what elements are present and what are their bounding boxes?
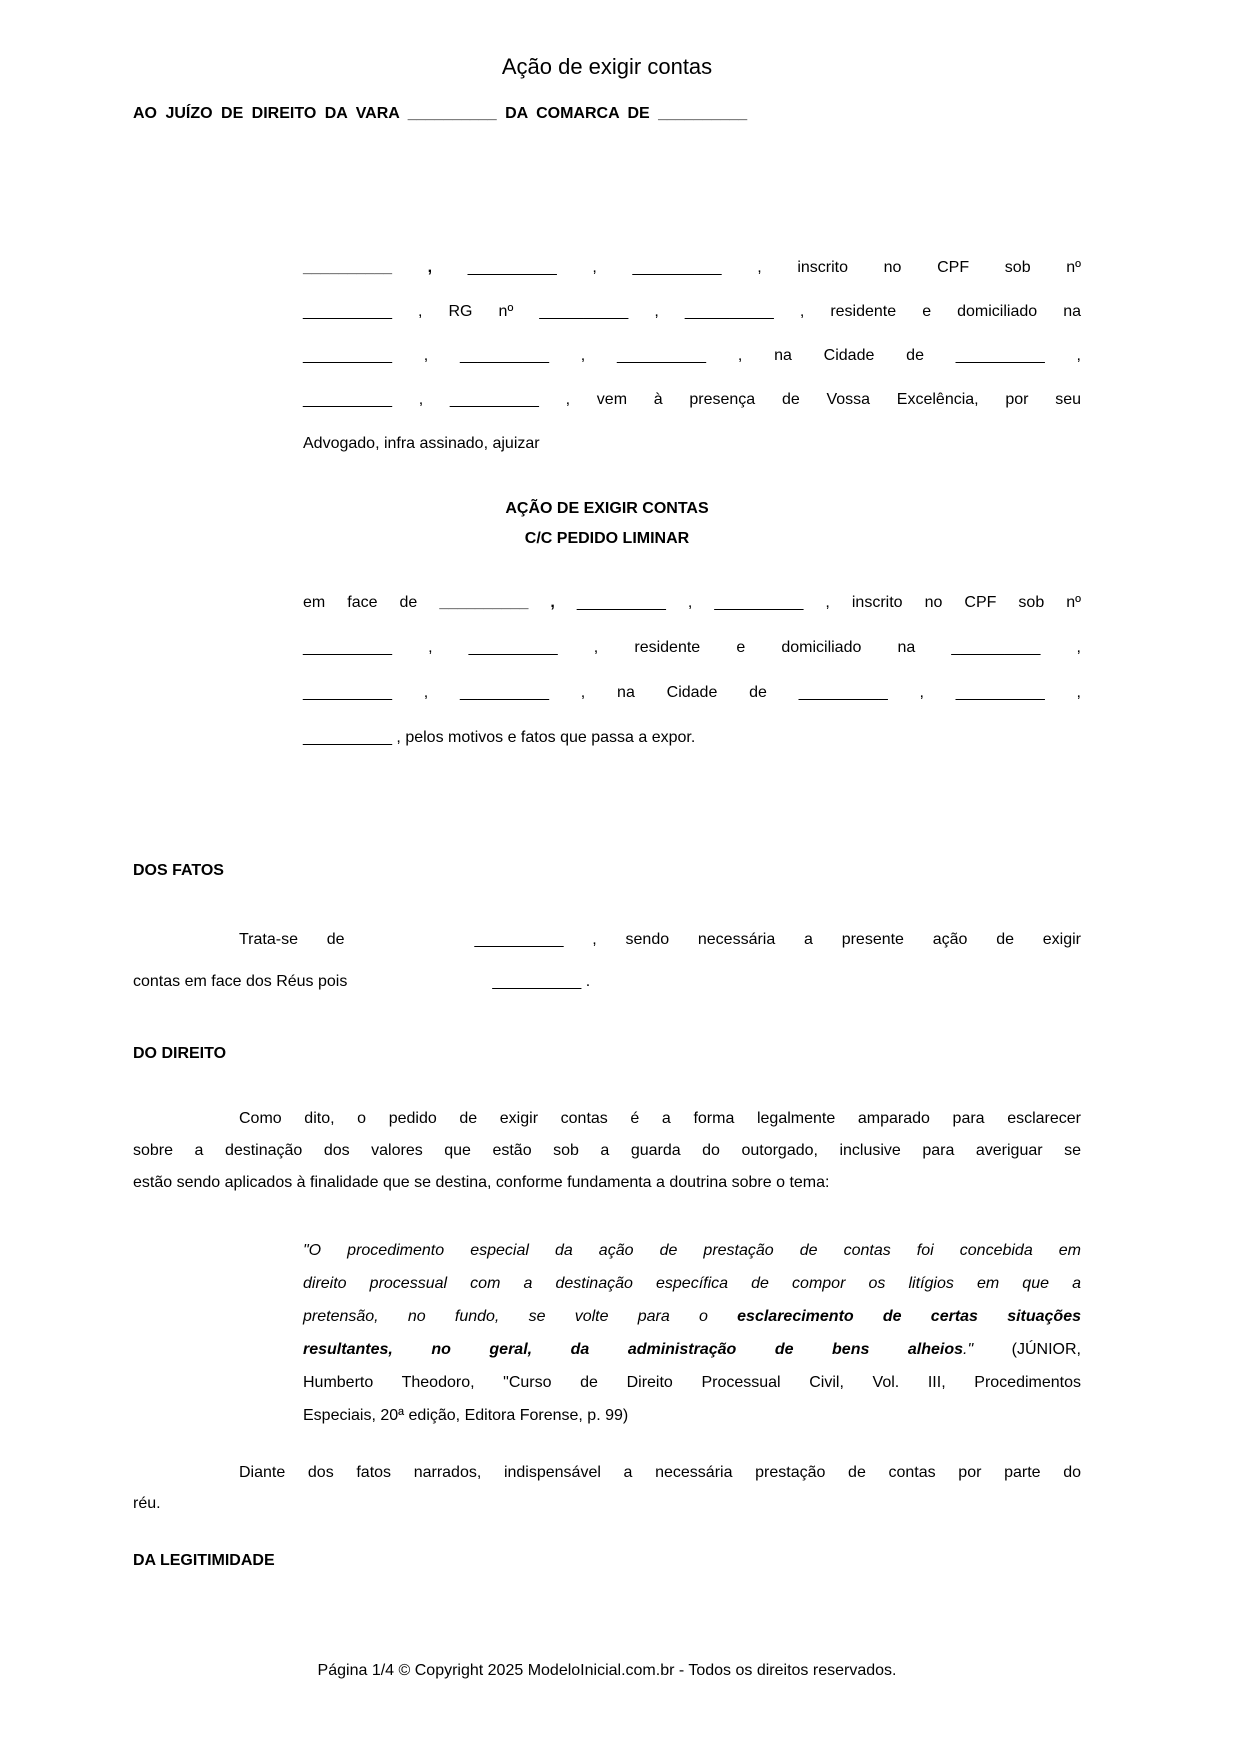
action-title-line1: AÇÃO DE EXIGIR CONTAS — [505, 500, 709, 517]
paragraph-line: contas em face dos Réus pois __________ . — [133, 973, 591, 990]
court-heading: AO JUÍZO DE DIREITO DA VARA __________ DA COMARCA DE __________ — [133, 105, 748, 122]
quote-line: pretensão, no fundo, se volte para o esclarecimento de certas situações — [303, 1308, 1081, 1325]
section-heading-da-legitimidade: DA LEGITIMIDADE — [133, 1552, 275, 1569]
action-title-heading — [133, 494, 1081, 554]
paragraph-line: __________ , __________ , residente e domiciliado na __________ , — [303, 639, 1081, 656]
page-footer: Página 1/4 © Copyright 2025 ModeloInicial.com.br - Todos os direitos reservados. — [317, 1662, 897, 1679]
paragraph-line: Como dito, o pedido de exigir contas é a forma legalmente amparado para esclarecer — [239, 1110, 1081, 1127]
paragraph-line: __________ , __________ , __________ , na Cidade de __________ , — [303, 347, 1081, 364]
paragraph-line: __________ , __________ , vem à presença de Vossa Excelência, por seu — [303, 391, 1081, 408]
conclusion-paragraph — [133, 1457, 1081, 1519]
paragraph-line: sobre a destinação dos valores que estão sob a guarda do outorgado, inclusive para averiguar se — [133, 1142, 1081, 1159]
paragraph-line: réu. — [133, 1495, 161, 1512]
doctrine-quote-block — [303, 1234, 1081, 1432]
section-heading-dos-fatos: DOS FATOS — [133, 862, 224, 879]
do-direito-paragraph — [133, 1103, 1081, 1199]
paragraph-line: Trata-se de __________ , sendo necessária a presente ação de exigir — [239, 931, 1081, 948]
defendant-qualification-paragraph — [303, 580, 1081, 760]
quote-line: Especiais, 20ª edição, Editora Forense, p. 99) — [303, 1407, 629, 1424]
page-title: Ação de exigir contas — [501, 54, 713, 79]
blank-gap — [345, 943, 475, 944]
author-qualification-paragraph — [303, 246, 1081, 466]
quote-line: "O procedimento especial da ação de prestação de contas foi concebida em — [303, 1242, 1081, 1259]
paragraph-line: __________ , __________ , na Cidade de __________ , __________ , — [303, 684, 1081, 701]
defendant-name-blank: __________ , — [439, 594, 555, 611]
dos-fatos-paragraph — [133, 919, 1081, 1003]
action-title-line2: C/C PEDIDO LIMINAR — [524, 530, 690, 547]
quote-line: resultantes, no geral, da administração de bens alheios." (JÚNIOR, — [303, 1341, 1081, 1358]
paragraph-line: Diante dos fatos narrados, indispensável a necessária prestação de contas por parte do — [239, 1464, 1081, 1481]
paragraph-line: em face de __________ , __________ , __________ , inscrito no CPF sob nº — [303, 594, 1082, 611]
paragraph-line: estão sendo aplicados à finalidade que se destina, conforme fundamenta a doutrina sobre o tema: — [133, 1174, 830, 1191]
section-heading-do-direito: DO DIREITO — [133, 1045, 227, 1062]
paragraph-line: Advogado, infra assinado, ajuizar — [303, 435, 540, 452]
author-name-blank: __________ , — [303, 259, 433, 276]
quote-line: Humberto Theodoro, "Curso de Direito Processual Civil, Vol. III, Procedimentos — [303, 1374, 1081, 1391]
paragraph-line: __________ , RG nº __________ , __________ , residente e domiciliado na — [303, 303, 1081, 320]
paragraph-line: __________ , pelos motivos e fatos que passa a expor. — [303, 729, 696, 746]
quote-line: direito processual com a destinação específica de compor os litígios em que a — [303, 1275, 1081, 1292]
blank-gap — [347, 985, 492, 986]
paragraph-line: __________ , __________ , __________ , inscrito no CPF sob nº — [303, 259, 1082, 276]
